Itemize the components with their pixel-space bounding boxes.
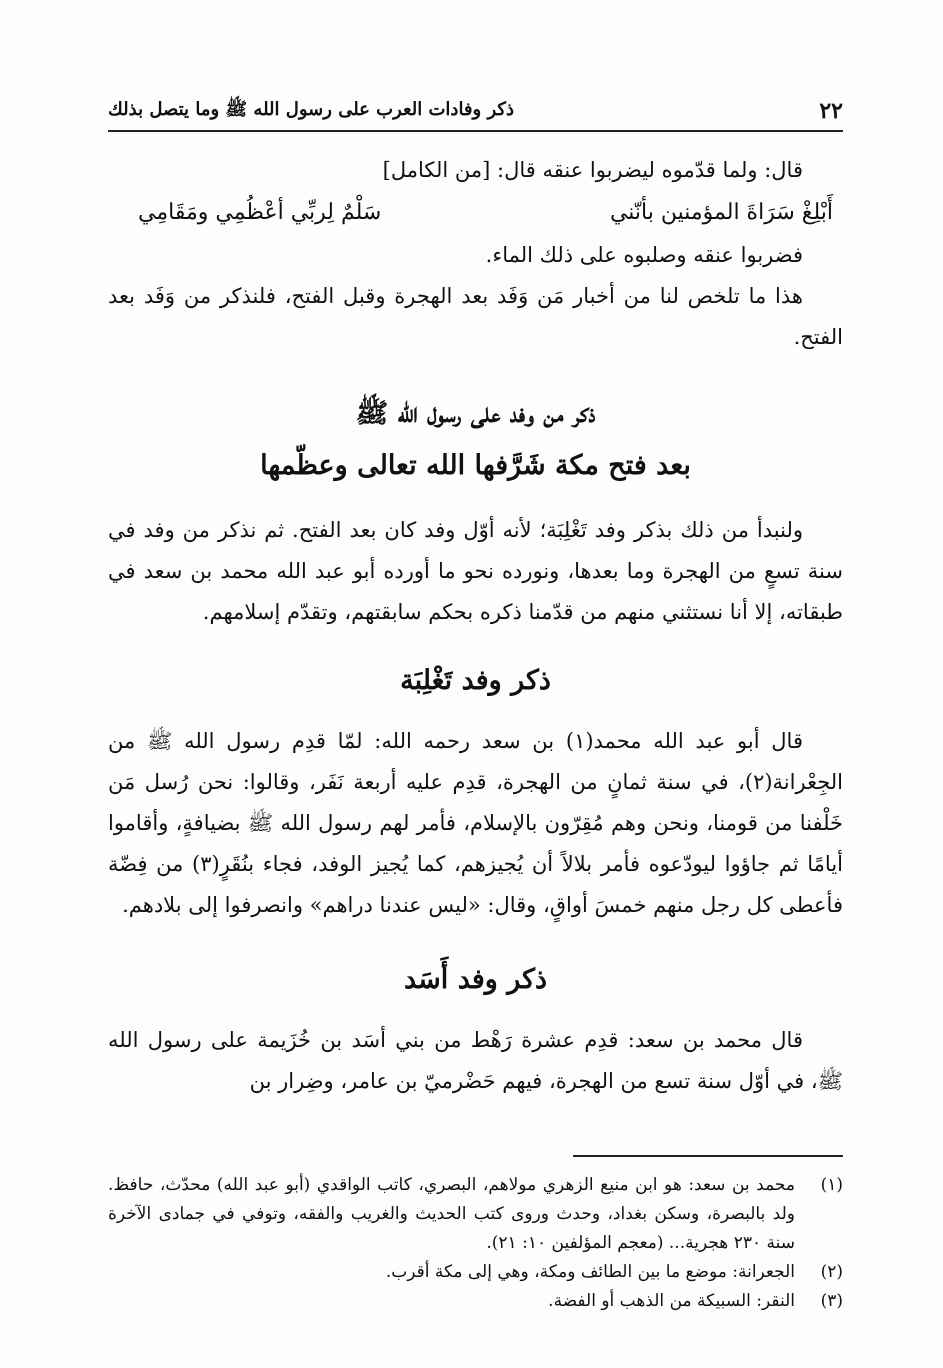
- footnote-number: (١): [820, 1175, 843, 1195]
- footnote-text: محمد بن سعد: هو ابن منيع الزهري مولاهم، البصري، كاتب الواقدي (أبو عبد الله) محدّث، حافظ. ولد بالبصرة، وسكن بغداد، وحدث وروى كتب الحديث والغريب والفقه، وتوفي في جمادى الآخرة سنة ٢٣٠ هجرية... (معجم المؤلفين ١٠: ٢١).: [108, 1175, 795, 1253]
- intro-line-2: فضربوا عنقه وصلبوه على ذلك الماء.: [485, 243, 803, 267]
- section-paragraph-taghlib: قال أبو عبد الله محمد(١) بن سعد رحمه الله: لمّا قدِم رسول الله ﷺ من الجِعْرانة(٢)، في سنة ثمانٍ من الهجرة، قدِم عليه أربعة نَفَر، وقالوا: نحن رُسل مَن خَلْفنا من قومنا، ونحن وهم مُقِرّون بالإسلام، فأمر لهم رسول الله ﷺ بضيافةٍ، وأقاموا أيامًا ثم جاؤوا ليودّعوه فأمر بلالاً أن يُجيزهم، كما يُجيز الوفد، فجاء بنُقَرٍ(٣) من فِضّة فأعطى كل رجل منهم خمسَ أواقٍ، وقال: «ليس عندنا دراهم» وانصرفوا إلى بلادهم.: [108, 729, 843, 917]
- chapter-title-line-1: ذكر من وفد على رسول الله ﷺ: [355, 398, 596, 429]
- footnotes: [108, 1155, 843, 1316]
- poem-verse: [108, 191, 843, 235]
- chapter-intro-paragraph: ولنبدأ من ذلك بذكر وفد تَغْلِبَة؛ لأنه أوّل وفد كان بعد الفتح. ثم نذكر من وفد في سنة تسعٍ من الهجرة وما بعدها، ونورده نحو ما أورده أبو عبد الله محمد بن سعد في طبقاته، إلا أنا نستثني منهم من قدّمنا ذكره بحكم سابقتهم، وتقدّم إسلامهم.: [108, 518, 843, 624]
- chapter-title: [108, 388, 843, 492]
- footnote-1: [108, 1171, 843, 1258]
- main-text: [108, 150, 843, 1102]
- footnote-number: (٢): [820, 1262, 843, 1282]
- intro-line: قال: ولما قدّموه ليضربوا عنقه قال: [من الكامل]: [382, 158, 803, 182]
- footnote-3: [108, 1287, 843, 1316]
- footnote-text: الجعرانة: موضع ما بين الطائف ومكة، وهي إلى مكة أقرب.: [385, 1262, 795, 1282]
- verse-hemistich-left: سَلْمٌ لِربِّي أعْظُمِي ومَقَامِي: [138, 200, 382, 225]
- intro-paragraph: هذا ما تلخص لنا من أخبار مَن وَفَد بعد الهجرة وقبل الفتح، فلنذكر من وَفَد بعد الفتح.: [108, 284, 843, 349]
- footnote-2: [108, 1258, 843, 1287]
- footnote-rule: [573, 1155, 843, 1157]
- section-heading-taghlib: ذكر وفد تَغْلِبَة: [400, 665, 551, 696]
- footnote-number: (٣): [820, 1291, 843, 1311]
- running-title: ذكر وفادات العرب على رسول الله ﷺ وما يتصل بذلك: [108, 99, 515, 120]
- footnote-text: النقر: السبيكة من الذهب أو الفضة.: [548, 1291, 795, 1311]
- chapter-title-line-2: بعد فتح مكة شَرَّفها الله تعالى وعظّمها: [260, 450, 691, 481]
- verse-hemistich-right: أَبْلِغْ سَرَاةَ المؤمنين بأنّني: [609, 200, 833, 225]
- running-head: [108, 92, 843, 132]
- page-number: ٢٢: [819, 98, 843, 124]
- section-heading-asad: ذكر وفد أَسَد: [404, 964, 547, 995]
- section-paragraph-asad: قال محمد بن سعد: قدِم عشرة رَهْط من بني أسَد بن خُزَيمة على رسول الله ﷺ، في أوّل سنة تسع من الهجرة، فيهم حَضْرميّ بن عامر، وضِرار بن: [108, 1028, 843, 1093]
